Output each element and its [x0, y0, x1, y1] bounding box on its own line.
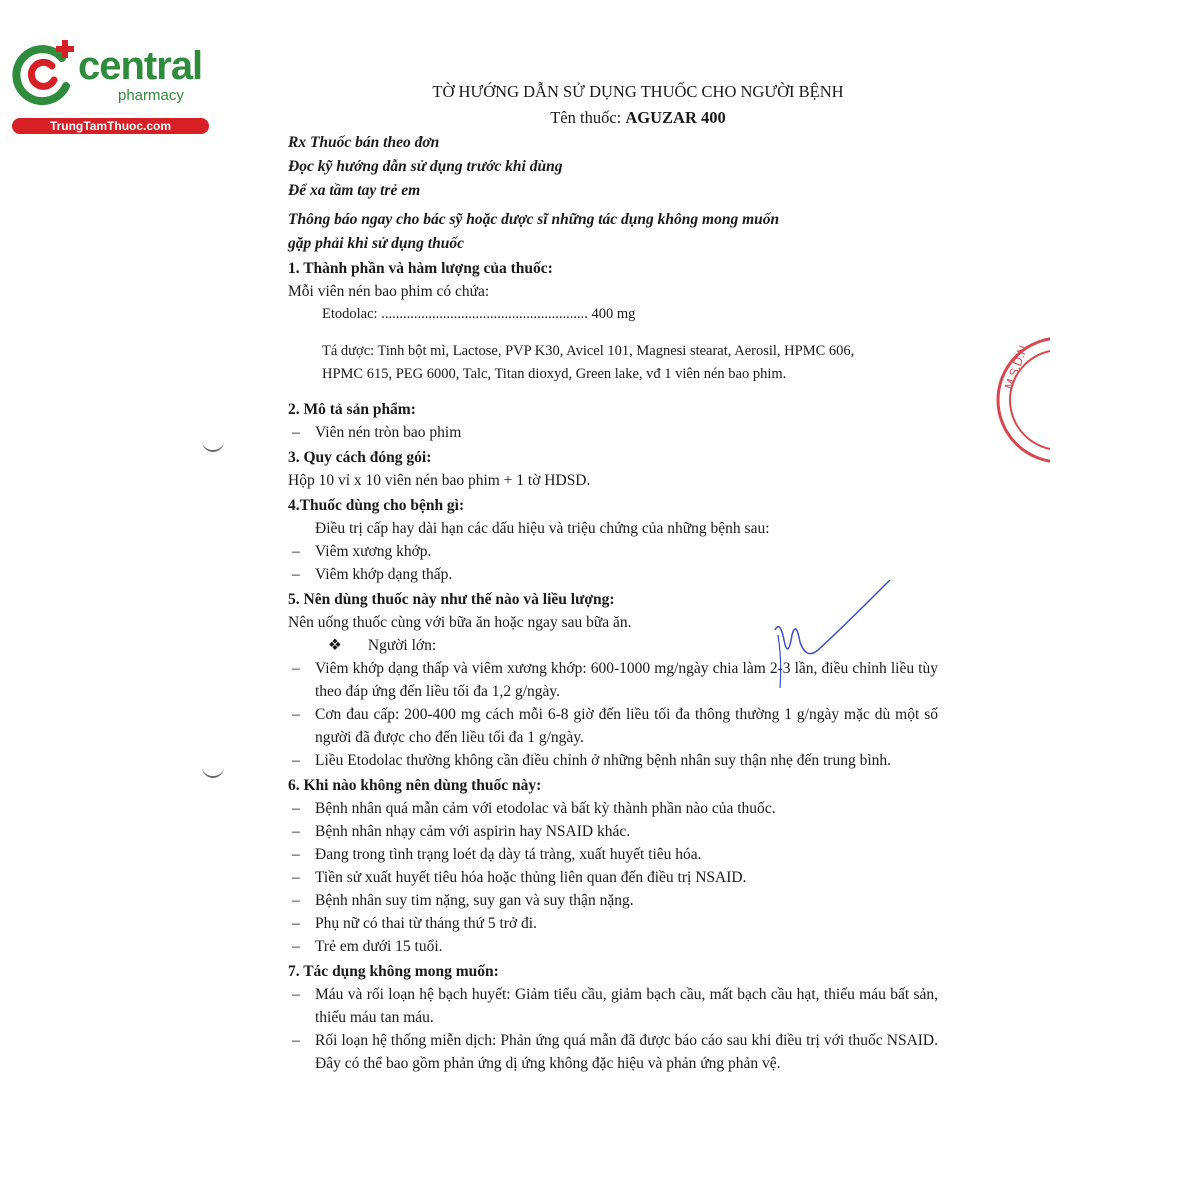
logo-sub-text: pharmacy	[118, 87, 184, 104]
section-1-heading: 1. Thành phần và hàm lượng của thuốc:	[288, 260, 553, 277]
list-item: – Tiền sử xuất huyết tiêu hóa hoặc thủng liên quan đến điều trị NSAID.	[288, 866, 938, 889]
excipients-line: HPMC 615, PEG 6000, Talc, Titan dioxyd, Green lake, vđ 1 viên nén bao phim.	[322, 366, 787, 382]
central-logo-icon	[10, 38, 80, 108]
ingredient-line: Etodolac: ......................................................... 400 mg	[322, 306, 636, 322]
drug-name-label: Tên thuốc:	[550, 108, 622, 127]
punch-hole	[202, 438, 224, 452]
stamp-seal-icon	[990, 330, 1050, 470]
adult-label: Người lớn:	[367, 637, 437, 654]
list-item: – Bệnh nhân nhạy cảm với aspirin hay NSAID khác.	[288, 820, 938, 843]
section-4-heading: 4.Thuốc dùng cho bệnh gì:	[288, 497, 465, 514]
document-title: TỜ HƯỚNG DẪN SỬ DỤNG THUỐC CHO NGƯỜI BỆNH	[432, 82, 844, 101]
section-7-heading: 7. Tác dụng không mong muốn:	[288, 963, 499, 980]
section-5-intro: Nên uống thuốc cùng với bữa ăn hoặc ngay sau bữa ăn.	[288, 614, 632, 631]
warning-line: Đọc kỹ hướng dẫn sử dụng trước khi dùng	[288, 158, 563, 175]
drug-name-line	[288, 106, 938, 129]
packaging-text: Hộp 10 vỉ x 10 viên nén bao phim + 1 tờ HDSD.	[288, 472, 591, 489]
list-item: – Bệnh nhân suy tim nặng, suy gan và suy thận nặng.	[288, 889, 938, 912]
list-item: – Trẻ em dưới 15 tuổi.	[288, 935, 938, 958]
warning-line: gặp phải khi sử dụng thuốc	[288, 235, 464, 252]
list-item: – Liều Etodolac thường không cần điều chỉnh ở những bệnh nhân suy thận nhẹ đến trung bình.	[288, 749, 938, 772]
section-1-intro: Mỗi viên nén bao phim có chứa:	[288, 283, 490, 300]
drug-name-value: AGUZAR 400	[625, 108, 726, 127]
list-item: – Phụ nữ có thai từ tháng thứ 5 trở đi.	[288, 912, 938, 935]
diamond-bullet-icon: ❖	[328, 637, 342, 654]
logo-url-badge: TrungTamThuoc.com	[12, 118, 209, 134]
warning-line: Để xa tầm tay trẻ em	[288, 182, 421, 199]
warning-line: Rx Thuốc bán theo đơn	[288, 134, 440, 151]
list-item: – Rối loạn hệ thống miễn dịch: Phản ứng quá mẫn đã được báo cáo sau khi điều trị với thuốc NSAID. Đây có thể bao gồm phản ứng dị ứng không đặc hiệu và phản ứng phản vệ.	[288, 1029, 938, 1075]
list-item: – Viêm khớp dạng thấp.	[288, 563, 938, 586]
section-2-heading: 2. Mô tả sản phẩm:	[288, 401, 416, 418]
logo-brand-text: central	[78, 44, 203, 88]
red-stamp	[990, 330, 1050, 470]
list-item: – Đang trong tình trạng loét dạ dày tá tràng, xuất huyết tiêu hóa.	[288, 843, 938, 866]
list-item: – Bệnh nhân quá mẫn cảm với etodolac và bất kỳ thành phần nào của thuốc.	[288, 797, 938, 820]
list-item: – Viêm xương khớp.	[288, 540, 938, 563]
section-4-intro: Điều trị cấp hay dài hạn các dấu hiệu và triệu chứng của những bệnh sau:	[315, 520, 770, 537]
warning-line: Thông báo ngay cho bác sỹ hoặc dược sĩ những tác dụng không mong muốn	[288, 211, 780, 228]
list-item: – Viên nén tròn bao phim	[288, 421, 938, 444]
list-item: – Cơn đau cấp: 200-400 mg cách mỗi 6-8 giờ đến liều tối đa thông thường 1 g/ngày mặc dù một số người đã được cho đến liều tối đa 1 g/ngày.	[288, 703, 938, 749]
list-item: – Viêm khớp dạng thấp và viêm xương khớp: 600-1000 mg/ngày chia làm 2-3 lần, điều chỉnh liều tùy theo đáp ứng đến liều tối đa 1,2 g/ngày.	[288, 657, 938, 703]
adult-subheading	[288, 634, 938, 657]
list-item: – Máu và rối loạn hệ bạch huyết: Giảm tiểu cầu, giảm bạch cầu, mất bạch cầu hạt, thiếu máu bất sản, thiếu máu tan máu.	[288, 983, 938, 1029]
document-body	[288, 80, 938, 1075]
section-5-heading: 5. Nên dùng thuốc này như thế nào và liều lượng:	[288, 591, 615, 608]
punch-hole	[202, 764, 224, 778]
svg-text:M.S.D.N: M.S.D.N	[1001, 343, 1031, 392]
section-6-heading: 6. Khi nào không nên dùng thuốc này:	[288, 777, 542, 794]
section-3-heading: 3. Quy cách đóng gói:	[288, 449, 432, 466]
excipients-line: Tá dược: Tinh bột mì, Lactose, PVP K30, Avicel 101, Magnesi stearat, Aerosil, HPMC 606,	[322, 343, 855, 359]
